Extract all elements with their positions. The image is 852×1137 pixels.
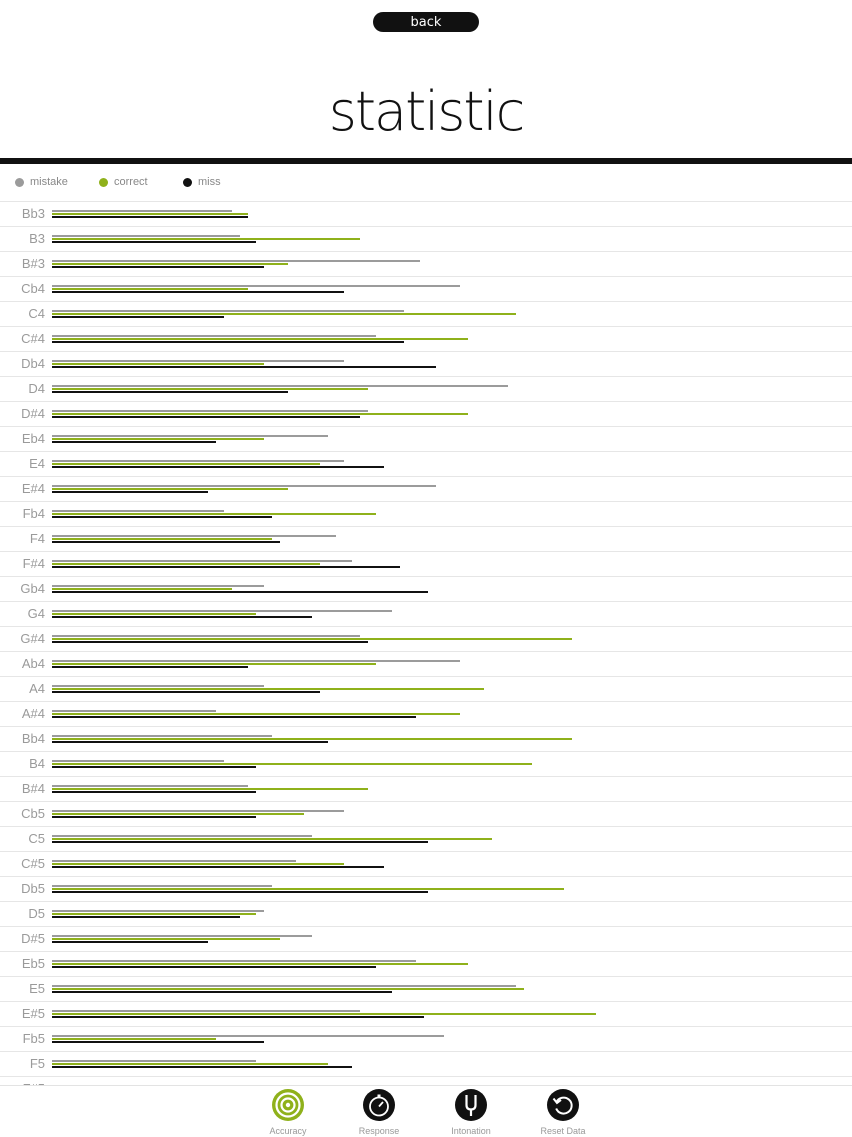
legend-label: correct	[114, 176, 148, 188]
tab-label: Reset Data	[540, 1126, 586, 1136]
table-row	[0, 326, 852, 351]
correct-bar	[52, 488, 288, 490]
miss-bar	[52, 491, 208, 493]
legend-item-mistake	[15, 176, 68, 188]
miss-bar	[52, 641, 368, 643]
note-label: D4	[28, 381, 45, 396]
table-row	[0, 401, 852, 426]
note-label: C#4	[21, 331, 45, 346]
correct-bar	[52, 1038, 216, 1040]
miss-bar	[52, 466, 384, 468]
target-icon	[272, 1089, 304, 1121]
note-label: B3	[29, 231, 45, 246]
note-label: C4	[28, 306, 45, 321]
miss-bar	[52, 616, 312, 618]
miss-bar	[52, 866, 384, 868]
note-label: C5	[28, 831, 45, 846]
note-label: B#4	[21, 781, 45, 796]
correct-bar	[52, 738, 572, 740]
correct-bar	[52, 638, 572, 640]
legend-item-miss	[183, 176, 221, 188]
miss-bar	[52, 691, 320, 693]
correct-bar	[52, 863, 344, 865]
mistake-bar	[52, 460, 344, 462]
page-title: statistic	[328, 80, 524, 143]
note-label: G4	[27, 606, 45, 621]
correct-bar	[52, 413, 468, 415]
miss-bar	[52, 766, 256, 768]
note-label: D#5	[21, 931, 45, 946]
table-row	[0, 476, 852, 501]
note-label: A4	[29, 681, 45, 696]
mistake-bar	[52, 485, 436, 487]
mistake-bar	[52, 835, 312, 837]
mistake-bar	[52, 735, 272, 737]
mistake-bar	[52, 385, 508, 387]
mistake-bar	[52, 560, 352, 562]
miss-bar	[52, 341, 404, 343]
mistake-bar	[52, 610, 392, 612]
miss-bar	[52, 541, 280, 543]
note-label: Db4	[21, 356, 45, 371]
mistake-bar	[52, 285, 460, 287]
miss-bar	[52, 916, 240, 918]
note-label: Fb4	[22, 506, 45, 521]
mistake-bar	[52, 585, 264, 587]
correct-bar	[52, 288, 248, 290]
legend-item-correct	[99, 176, 148, 188]
miss-bar	[52, 991, 392, 993]
miss-bar	[52, 591, 428, 593]
correct-bar	[52, 888, 564, 890]
miss-dot-icon	[183, 178, 192, 187]
mistake-bar	[52, 660, 460, 662]
table-row	[0, 976, 852, 1001]
table-row	[0, 726, 852, 751]
mistake-bar	[52, 685, 264, 687]
correct-dot-icon	[99, 178, 108, 187]
miss-bar	[52, 291, 344, 293]
correct-bar	[52, 913, 256, 915]
table-row	[0, 551, 852, 576]
miss-bar	[52, 1041, 264, 1043]
table-row	[0, 376, 852, 401]
table-row	[0, 1026, 852, 1051]
note-label: B#3	[21, 256, 45, 271]
mistake-bar	[52, 885, 272, 887]
mistake-bar	[52, 1035, 444, 1037]
miss-bar	[52, 741, 328, 743]
miss-bar	[52, 241, 256, 243]
table-row	[0, 926, 852, 951]
note-label: Cb5	[21, 806, 45, 821]
note-label: C#5	[21, 856, 45, 871]
miss-bar	[52, 716, 416, 718]
table-row	[0, 701, 852, 726]
note-label: A#4	[21, 706, 45, 721]
note-label: Eb5	[21, 956, 45, 971]
table-row	[0, 451, 852, 476]
correct-bar	[52, 563, 320, 565]
mistake-bar	[52, 210, 232, 212]
miss-bar	[52, 816, 256, 818]
table-row	[0, 901, 852, 926]
table-row	[0, 526, 852, 551]
tab-label: Accuracy	[269, 1126, 307, 1136]
table-row	[0, 351, 852, 376]
miss-bar	[52, 841, 428, 843]
table-row	[0, 1001, 852, 1026]
correct-bar	[52, 938, 280, 940]
miss-bar	[52, 266, 264, 268]
mistake-bar	[52, 260, 420, 262]
mistake-bar	[52, 635, 360, 637]
mistake-bar	[52, 710, 216, 712]
correct-bar	[52, 538, 272, 540]
bottom-tab-bar	[0, 1085, 852, 1136]
table-row	[0, 226, 852, 251]
correct-bar	[52, 788, 368, 790]
note-label: Db5	[21, 881, 45, 896]
table-row	[0, 776, 852, 801]
note-label: Bb3	[21, 206, 45, 221]
correct-bar	[52, 313, 516, 315]
correct-bar	[52, 1063, 328, 1065]
mistake-bar	[52, 985, 516, 987]
table-row	[0, 651, 852, 676]
note-label: E5	[29, 981, 45, 996]
mistake-bar	[52, 810, 344, 812]
miss-bar	[52, 1016, 424, 1018]
note-label: F#4	[22, 556, 45, 571]
miss-bar	[52, 666, 248, 668]
note-label: B4	[29, 756, 45, 771]
tab-label: Intonation	[451, 1126, 491, 1136]
table-row	[0, 801, 852, 826]
note-label: E#5	[21, 1006, 45, 1021]
miss-bar	[52, 791, 256, 793]
tab-label: Response	[358, 1126, 400, 1136]
table-row	[0, 501, 852, 526]
table-row	[0, 1051, 852, 1076]
miss-bar	[52, 441, 216, 443]
mistake-bar	[52, 535, 336, 537]
miss-bar	[52, 941, 208, 943]
reset-icon	[547, 1089, 579, 1121]
table-row	[0, 201, 852, 226]
correct-bar	[52, 388, 368, 390]
mistake-bar	[52, 935, 312, 937]
note-label: Eb4	[21, 431, 45, 446]
note-label: F4	[29, 531, 45, 546]
mistake-bar	[52, 510, 224, 512]
header-divider	[0, 158, 852, 164]
table-row	[0, 301, 852, 326]
mistake-bar	[52, 760, 224, 762]
miss-bar	[52, 566, 400, 568]
tuning-fork-icon	[455, 1089, 487, 1121]
table-row	[0, 626, 852, 651]
legend-label: miss	[198, 176, 221, 188]
miss-bar	[52, 1066, 352, 1068]
legend-label: mistake	[30, 176, 68, 188]
table-row	[0, 276, 852, 301]
correct-bar	[52, 438, 264, 440]
table-row	[0, 251, 852, 276]
correct-bar	[52, 513, 376, 515]
mistake-bar	[52, 910, 264, 912]
note-label: E#4	[21, 481, 45, 496]
statistics-chart[interactable]	[0, 201, 852, 1085]
note-label: D5	[28, 906, 45, 921]
mistake-bar	[52, 435, 328, 437]
miss-bar	[52, 516, 272, 518]
table-row	[0, 876, 852, 901]
correct-bar	[52, 588, 232, 590]
note-label: E4	[29, 456, 45, 471]
mistake-bar	[52, 860, 296, 862]
miss-bar	[52, 891, 428, 893]
note-label: D#4	[21, 406, 45, 421]
table-row	[0, 601, 852, 626]
table-row	[0, 751, 852, 776]
mistake-bar	[52, 410, 368, 412]
correct-bar	[52, 838, 492, 840]
mistake-dot-icon	[15, 178, 24, 187]
correct-bar	[52, 813, 304, 815]
miss-bar	[52, 316, 224, 318]
mistake-bar	[52, 360, 344, 362]
correct-bar	[52, 963, 468, 965]
table-row	[0, 576, 852, 601]
table-row	[0, 951, 852, 976]
mistake-bar	[52, 960, 416, 962]
back-button[interactable]: back	[373, 12, 479, 32]
note-label: Gb4	[20, 581, 45, 596]
table-row	[0, 826, 852, 851]
correct-bar	[52, 988, 524, 990]
tab-response[interactable]	[344, 1089, 414, 1137]
correct-bar	[52, 338, 468, 340]
mistake-bar	[52, 310, 404, 312]
tab-reset-data[interactable]	[528, 1089, 598, 1137]
correct-bar	[52, 713, 460, 715]
note-label: Bb4	[21, 731, 45, 746]
note-label: Fb5	[22, 1031, 45, 1046]
tab-intonation[interactable]	[436, 1089, 506, 1137]
miss-bar	[52, 366, 436, 368]
stopwatch-icon	[363, 1089, 395, 1121]
mistake-bar	[52, 1060, 256, 1062]
mistake-bar	[52, 335, 376, 337]
correct-bar	[52, 463, 320, 465]
correct-bar	[52, 763, 532, 765]
mistake-bar	[52, 1010, 360, 1012]
mistake-bar	[52, 785, 248, 787]
correct-bar	[52, 238, 360, 240]
table-row	[0, 851, 852, 876]
note-label: G#4	[20, 631, 45, 646]
table-row	[0, 676, 852, 701]
note-label: Ab4	[21, 656, 45, 671]
correct-bar	[52, 263, 288, 265]
correct-bar	[52, 663, 376, 665]
miss-bar	[52, 216, 248, 218]
correct-bar	[52, 363, 264, 365]
miss-bar	[52, 966, 376, 968]
miss-bar	[52, 416, 360, 418]
table-row	[0, 426, 852, 451]
correct-bar	[52, 613, 256, 615]
note-label: Cb4	[21, 281, 45, 296]
correct-bar	[52, 1013, 596, 1015]
tab-accuracy[interactable]	[253, 1089, 323, 1137]
mistake-bar	[52, 235, 240, 237]
correct-bar	[52, 213, 248, 215]
note-label: F5	[29, 1056, 45, 1071]
correct-bar	[52, 688, 484, 690]
miss-bar	[52, 391, 288, 393]
